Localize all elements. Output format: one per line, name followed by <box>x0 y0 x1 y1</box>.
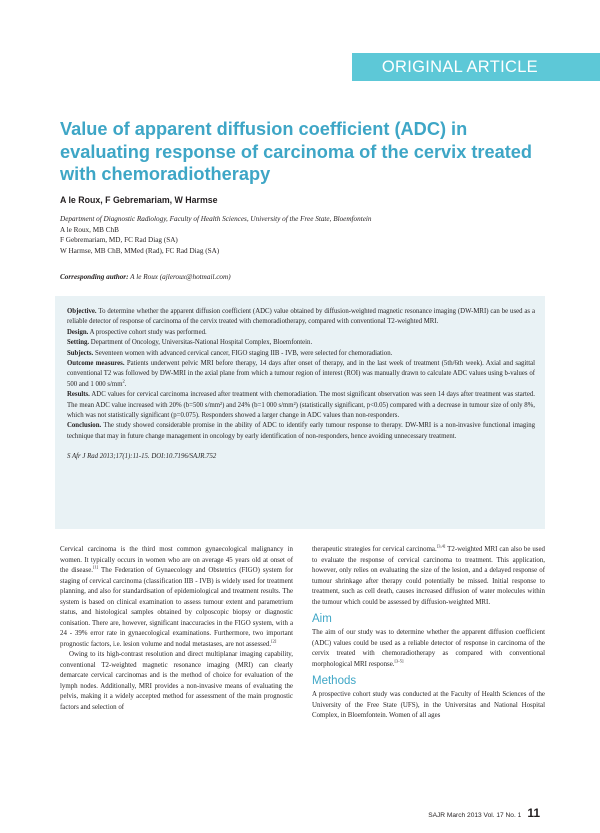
section-heading-aim: Aim <box>312 613 332 625</box>
body-paragraph: A prospective cohort study was conducted at the Faculty of Health Sciences of the University of the Free State (UFS), in the Universitas and National Hospital Complex, in Bloemfontein. Women of all ages <box>312 691 545 719</box>
citation: S Afr J Rad 2013;17(1):11-15. DOI:10.7196/SAJR.752 <box>67 453 217 461</box>
abstract-subjects: Subjects. Seventeen women with advanced cervical cancer, FIGO staging IIB - IVB, were selected for chemoradiation. <box>67 349 393 357</box>
body-column-left <box>60 545 293 713</box>
corresponding-value: A le Roux (ajleroux@hotmail.com) <box>128 273 231 281</box>
article-type-banner: ORIGINAL ARTICLE <box>352 53 600 81</box>
page-footer <box>390 806 540 820</box>
body-paragraph: Owing to its high-contrast resolution and direct multiplanar imaging capability, conventional T2-weighted magnetic resonance imaging (MRI) can clearly demarcate cervical carcinomas and is the method of choice for evaluation of the lymph nodes. Additionally, MRI provides a non-invasive means of evaluating the pelvis, making it a widely accepted method for assessment of the main prognostic factors and selection of <box>60 651 293 711</box>
body-column-right <box>312 545 545 722</box>
author-credential: A le Roux, MB ChB <box>60 225 119 234</box>
body-paragraph: The aim of our study was to determine whether the apparent diffusion coefficient (ADC) values could be used as a reliable detector of response in carcinoma of the cervix treated with chemoradiotherapy as compared with conventional morphological MRI response.[3-5] <box>312 629 545 668</box>
author-credential: F Gebremariam, MD, FC Rad Diag (SA) <box>60 236 178 245</box>
abstract-conclusion: Conclusion. The study showed considerable promise in the ability of ADC to identify early tumour response to therapy. DW-MRI is a non-invasive functional imaging technique that may in future change management in oncology by early identification of non-responders, hence avoiding unnecessary treatment. <box>67 422 535 440</box>
page-number: 11 <box>527 806 540 820</box>
author-list: A le Roux, F Gebremariam, W Harmse <box>60 195 218 205</box>
body-paragraph: Cervical carcinoma is the third most common gynaecological malignancy in women. It typically occurs in women who are on average 45 years old at onset of the disease.[1] The Federation of Gynaecology and Obstetrics (FIGO) system for staging of cervical carcinoma (classification IIB - IVB) is widely used for treatment planning, and also for standardisation of epidemiological and treatment results. The system is based on clinical examination to assess tumour extent and parametrium status, and histological samples obtained by colposcopic biopsy or diagnostic conisation. There are, however, significant inaccuracies in the FIGO system, with a 24 - 39% error rate in gynaecological examinations. Furthermore, two important prognostic factors, i.e. lesion volume and nodal metastases, are not assessed.[2] <box>60 546 293 648</box>
abstract-results: Results. ADC values for cervical carcinoma increased after treatment with chemoradiation. The most significant observation was seen 14 days after treatment was started. The mean ADC value increased with 20% (b=500 s/mm²) and 24% (b=1 000 s/mm²) (statistically significant, p<0.05) compared with a decrease in tumour size of only 8%, which was not statistically significant (p=0.075). Responders showed a larger change in ADC values than non-responders. <box>67 391 535 420</box>
corresponding-label: Corresponding author: <box>60 273 129 281</box>
department: Department of Diagnostic Radiology, Faculty of Health Sciences, University of the Free State, Bloemfontein <box>60 215 372 223</box>
article-title: Value of apparent diffusion coefficient (ADC) in evaluating response of carcinoma of the cervix treated with chemoradiotherapy <box>60 119 533 184</box>
corresponding-author <box>60 273 231 281</box>
affiliations <box>60 214 540 256</box>
author-credential: W Harmse, MB ChB, MMed (Rad), FC Rad Diag (SA) <box>60 246 220 255</box>
journal-info: SAJR March 2013 Vol. 17 No. 1 <box>428 812 522 819</box>
abstract-setting: Setting. Department of Oncology, Universitas-National Hospital Complex, Bloemfontein. <box>67 339 313 347</box>
abstract-box <box>55 296 545 529</box>
abstract-objective: Objective. To determine whether the apparent diffusion coefficient (ADC) value obtained by diffusion-weighted magnetic resonance imaging (DW-MRI) can be used as a reliable detector of response of carcinoma of the cervix treated with chemoradiotherapy, compared with conventional T2-weighted MRI. <box>67 308 535 326</box>
section-heading-methods: Methods <box>312 675 357 687</box>
abstract-design: Design. A prospective cohort study was performed. <box>67 328 207 336</box>
body-paragraph: therapeutic strategies for cervical carcinoma.[3,4] T2-weighted MRI can also be used to evaluate the response of cervical carcinoma to treatment. This application, however, only relies on evaluating the size of the lesion, and a delayed response of tumour shrinkage after therapy could potentially be missed. Initial response to treatment, such as cell death, causes increased diffusion of water molecules within the tumour which could be assessed by diffusion-weighted MRI. <box>312 543 545 606</box>
abstract-outcome: Outcome measures. Patients underwent pelvic MRI before therapy, 14 days after onset of therapy, and in the last week of treatment (5th/6th week). Axial and sagittal conventional T2 was followed by DW-MRI in the axial plane from which a tumour region of interest (ROI) was manually drawn to calculate ADC values using b-values of 500 and 1 000 $s/mm^2$. <box>67 360 535 388</box>
